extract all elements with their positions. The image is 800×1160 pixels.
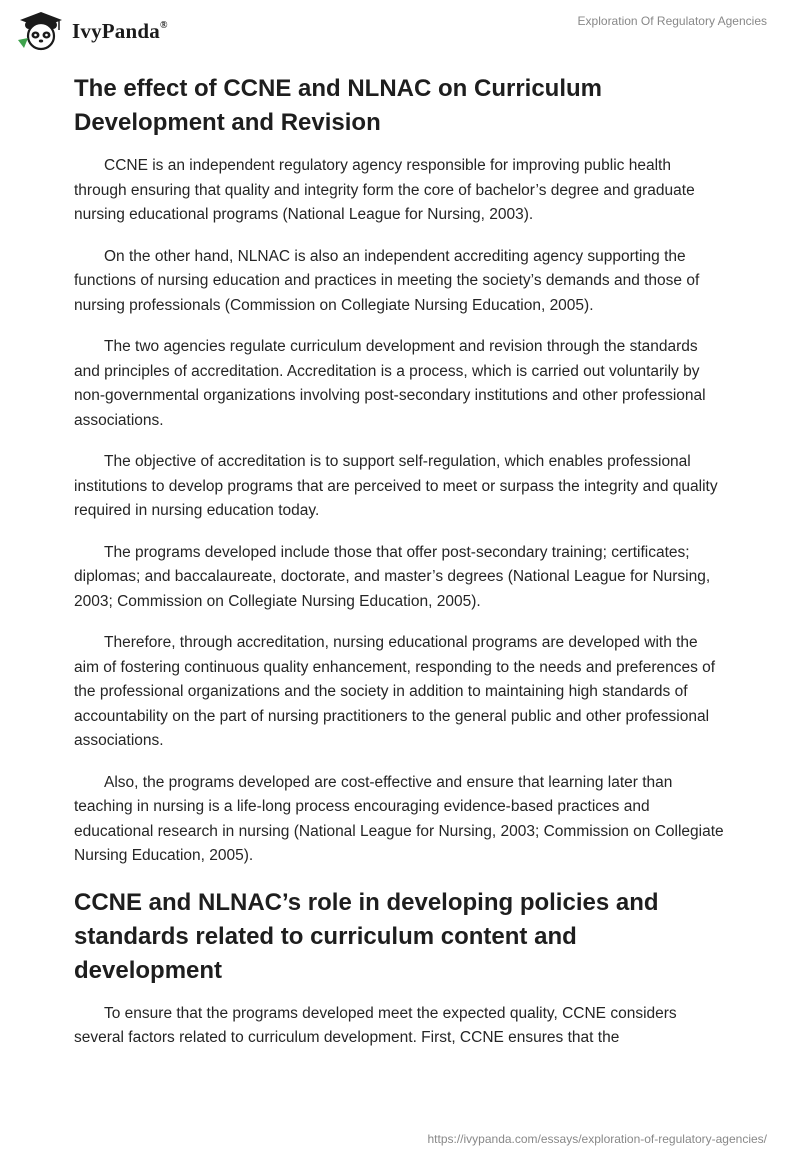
page-header: [0, 0, 800, 64]
essay-content: [74, 72, 726, 1068]
paragraph: Also, the programs developed are cost-effective and ensure that learning later than teaching in nursing is a life-long process encouraging evidence-based practices and educational research in nursing (National League for Nursing, 2003; Commission on Collegiate Nursing Education, 2005).: [74, 773, 724, 864]
paragraph: CCNE is an independent regulatory agency responsible for improving public health through ensuring that quality and integrity form the core of bachelor’s degree and graduate nursing educational programs (National League for Nursing, 2003).: [74, 157, 695, 223]
running-title: Exploration Of Regulatory Agencies: [577, 14, 767, 28]
paragraph: The objective of accreditation is to support self-regulation, which enables professional institutions to develop programs that are perceived to meet or surpass the integrity and quality required in nursing education today.: [74, 453, 718, 519]
paragraph: To ensure that the programs developed meet the expected quality, CCNE considers several factors related to curriculum development. First, CCNE ensures that the: [74, 1004, 677, 1046]
paragraph: The two agencies regulate curriculum development and revision through the standards and principles of accreditation. Accreditation is a process, which is carried out voluntarily by non-governmental organizations involving post-secondary institutions and other professional associations.: [74, 338, 706, 429]
paragraph: On the other hand, NLNAC is also an independent accrediting agency supporting the functions of nursing education and practices in meeting the society’s demands and those of nursing professionals (Commission on Collegiate Nursing Education, 2005).: [74, 247, 700, 314]
paragraph: Therefore, through accreditation, nursing educational programs are developed with the aim of fostering continuous quality enhancement, responding to the needs and preferences of the professional organizations and the society in addition to maintaining high standards of accountability on the part of nursing practitioners to the general public and other professional associations.: [74, 634, 716, 749]
paragraph: The programs developed include those that offer post-secondary training; certificates; diplomas; and baccalaureate, doctorate, and master’s degrees (National League for Nursing, 2003; Commission on Collegiate Nursing Education, 2005).: [74, 543, 711, 610]
section-heading: CCNE and NLNAC’s role in developing policies and standards related to curriculum content and development: [74, 888, 659, 984]
panda-logo-icon: [16, 10, 66, 52]
ivypanda-logo[interactable]: [16, 10, 168, 52]
source-url[interactable]: https://ivypanda.com/essays/exploration-of-regulatory-agencies/: [427, 1132, 767, 1146]
logo-text: IvyPanda®: [72, 18, 168, 43]
section-heading: The effect of CCNE and NLNAC on Curriculum Development and Revision: [74, 75, 603, 136]
